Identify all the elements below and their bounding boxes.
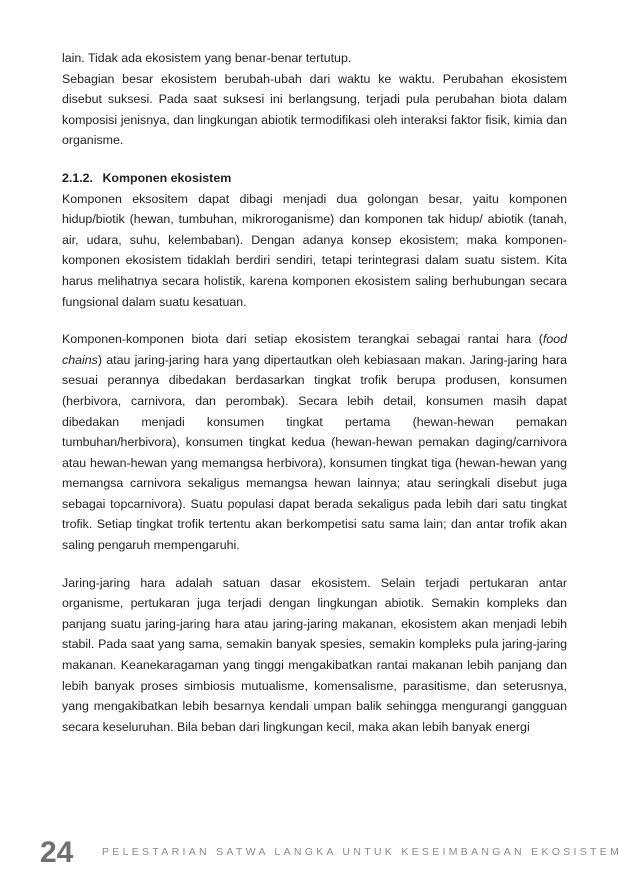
running-title: PELESTARIAN SATWA LANGKA UNTUK KESEIMBANGAN EKOSISTEM [102,846,623,858]
paragraph-spacer [62,556,567,573]
paragraph-spacer [62,312,567,329]
section-title: Komponen ekosistem [102,170,232,185]
page-number: 24 [40,836,74,869]
page-body [62,48,567,737]
text-run: ) atau jaring-jaring hara yang dipertautkan oleh kebiasaan makan. Jaring-jaring hara sesuai perannya dibedakan berdasarkan tingkat trofik berupa produsen, konsumen (herbivora, carnivora, dan perombak). Secara lebih detail, konsumen masih dapat dibedakan menjadi konsumen tingkat pertama (hewan-hewan pemakan tumbuhan/herbivora), konsumen tingkat kedua (hewan-hewan pemakan daging/carnivora atau hewan-hewan yang memangsa herbivora), konsumen tingkat tiga (hewan-hewan yang memangsa carnivora sekaligus memangsa hewan lainnya; atau seringkali disebut juga sebagai topcarnivora). Suatu populasi dapat berada sekaligus pada lebih dari satu tingkat trofik. Setiap tingkat trofik tertentu akan berkompetisi satu sama lain; dan antar trofik akan saling pengaruh mempengaruhi. [62,352,567,553]
text-run: Komponen-komponen biota dari setiap ekosistem terangkai sebagai rantai hara ( [62,332,543,347]
section-number: 2.1.2. [62,170,94,185]
section-heading [62,168,567,189]
paragraph-suksesi: Sebagian besar ekosistem berubah-ubah dari waktu ke waktu. Perubahan ekosistem disebut suksesi. Pada saat suksesi ini berlangsung, terjadi pula perubahan biota dalam komposisi jenisnya, dan lingkungan abiotik termodifikasi oleh interaksi faktor fisik, kimia dan organisme. [62,71,567,148]
paragraph-continuation: lain. Tidak ada ekosistem yang benar-benar tertutup. [62,51,352,65]
paragraph-spacer [62,151,567,168]
page-footer [40,836,623,872]
paragraph-komponen: Komponen eksositem dapat dibagi menjadi dua golongan besar, yaitu komponen hidup/biotik (hewan, tumbuhan, mikroroganisme) dan komponen tak hidup/ abiotik (tanah, air, udara, suhu, kelembaban). Dengan adanya konsep ekosistem; maka komponen-komponen ekosistem tidaklah berdiri sendiri, tetapi terintegrasi dalam suatu sistem. Kita harus melihatnya secara holistik, karena komponen ekosistem saling berhubungan secara fungsional dalam suatu kesatuan. [62,191,567,309]
paragraph-jaring-hara: Jaring-jaring hara adalah satuan dasar ekosistem. Selain terjadi pertukaran antar organisme, pertukaran juga terjadi dengan lingkungan abiotik. Semakin kompleks dan panjang suatu jaring-jaring hara atau jaring-jaring makanan, ekosistem akan menjadi lebih stabil. Pada saat yang sama, semakin banyak spesies, semakin kompleks pula jaring-jaring makanan. Keanekaragaman yang tinggi mengakibatkan rantai makanan lebih panjang dan lebih banyak proses simbiosis mutualisme, komensalisme, parasitisme, dan seterusnya, yang mengakibatkan lebih besarnya kendali umpan balik sehingga mengurangi gangguan secara keseluruhan. Bila beban dari lingkungan kecil, maka akan lebih banyak energi [62,575,567,734]
italic-term: food chains [62,332,567,367]
paragraph-rantai-hara [62,329,567,556]
